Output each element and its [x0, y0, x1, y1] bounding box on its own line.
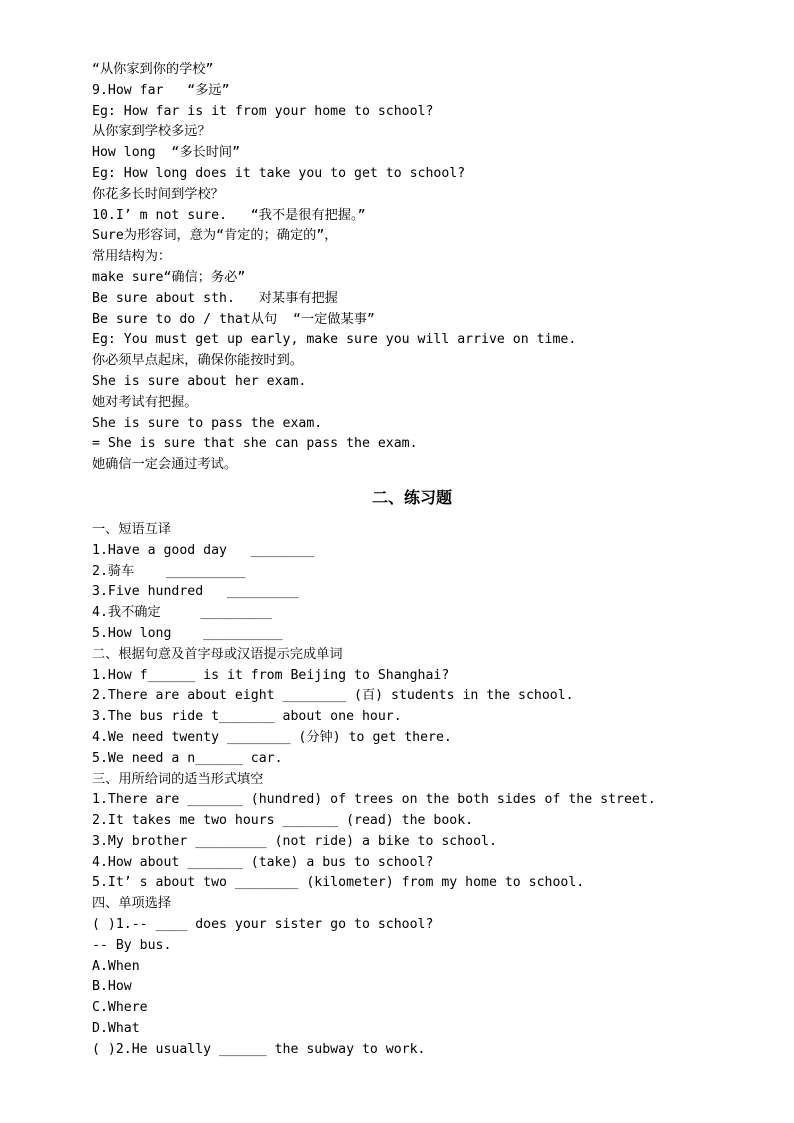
note-line: Eg: You must get up early, make sure you will arrive on time. [92, 332, 577, 348]
document-page [92, 60, 732, 1061]
exercise-line: 3.The bus ride t_______ about one hour. [92, 709, 402, 725]
exercise-line: 3.Five hundred _________ [92, 584, 299, 600]
exercise-option: C.Where [92, 1000, 148, 1016]
exercise-option: B.How [92, 979, 132, 995]
exercise-line: 4.How about _______ (take) a bus to school? [92, 854, 434, 870]
note-line: Eg: How far is it from your home to school? [92, 103, 434, 119]
exercise-line: 5.It’ s about two ________ (kilometer) from my home to school. [92, 875, 585, 891]
exercise-line: 1.There are _______ (hundred) of trees on the both sides of the street. [92, 792, 656, 808]
notes-section [92, 60, 732, 476]
note-line: Be sure to do / that从句 “一定做某事” [92, 311, 375, 327]
note-line: 她对考试有把握。 [92, 394, 198, 410]
exercise-option: D.What [92, 1021, 140, 1037]
exercise-line: ( )1.-- ____ does your sister go to school? [92, 917, 434, 933]
exercise-line: 3.My brother _________ (not ride) a bike to school. [92, 833, 497, 849]
exercise-heading: 三、用所给词的适当形式填空 [92, 771, 264, 787]
note-line: She is sure to pass the exam. [92, 415, 323, 431]
note-line: 9.How far “多远” [92, 82, 230, 98]
exercise-line: 2.骑车 __________ [92, 563, 246, 579]
note-line: Eg: How long does it take you to get to school? [92, 165, 466, 181]
exercise-line: 4.We need twenty ________ (分钟) to get there. [92, 729, 452, 745]
exercise-heading: 四、单项选择 [92, 896, 172, 912]
note-line: make sure“确信；务必” [92, 269, 246, 285]
exercise-section-title: 二、练习题 [371, 487, 452, 507]
exercise-option: A.When [92, 958, 140, 974]
note-line: “从你家到你的学校” [92, 62, 214, 77]
note-line: 她确信一定会通过考试。 [92, 457, 238, 473]
exercise-line: 5.How long __________ [92, 625, 283, 641]
exercise-heading: 二、根据句意及首字母或汉语提示完成单词 [92, 646, 343, 662]
note-line: Be sure about sth. 对某事有把握 [92, 290, 338, 306]
exercise-line: 5.We need a n______ car. [92, 750, 283, 766]
note-line: 从你家到学校多远？ [92, 124, 211, 140]
exercise-line: ( )2.He usually ______ the subway to work. [92, 1041, 426, 1057]
note-line: = She is sure that she can pass the exam. [92, 436, 418, 452]
exercise-line: 1.Have a good day ________ [92, 542, 315, 558]
note-line: Sure为形容词，意为“肯定的；确定的”， [92, 228, 338, 244]
exercise-line: -- By bus. [92, 937, 172, 953]
note-line: How long “多长时间” [92, 145, 241, 161]
note-line: 你花多长时间到学校？ [92, 186, 224, 202]
note-line: She is sure about her exam. [92, 373, 307, 389]
exercise-line: 2.It takes me two hours _______ (read) the book. [92, 813, 474, 829]
note-line: 你必须早点起床，确保你能按时到。 [92, 353, 303, 369]
note-line: 10.I’ m not sure. “我不是很有把握。” [92, 207, 366, 223]
exercise-heading: 一、短语互译 [92, 521, 172, 537]
note-line: 常用结构为： [92, 249, 172, 265]
exercises-section [92, 520, 732, 1061]
exercise-line: 4.我不确定 _________ [92, 605, 272, 621]
exercise-line: 2.There are about eight ________ (百) students in the school. [92, 688, 574, 704]
exercise-line: 1.How f______ is it from Beijing to Shanghai? [92, 667, 450, 683]
